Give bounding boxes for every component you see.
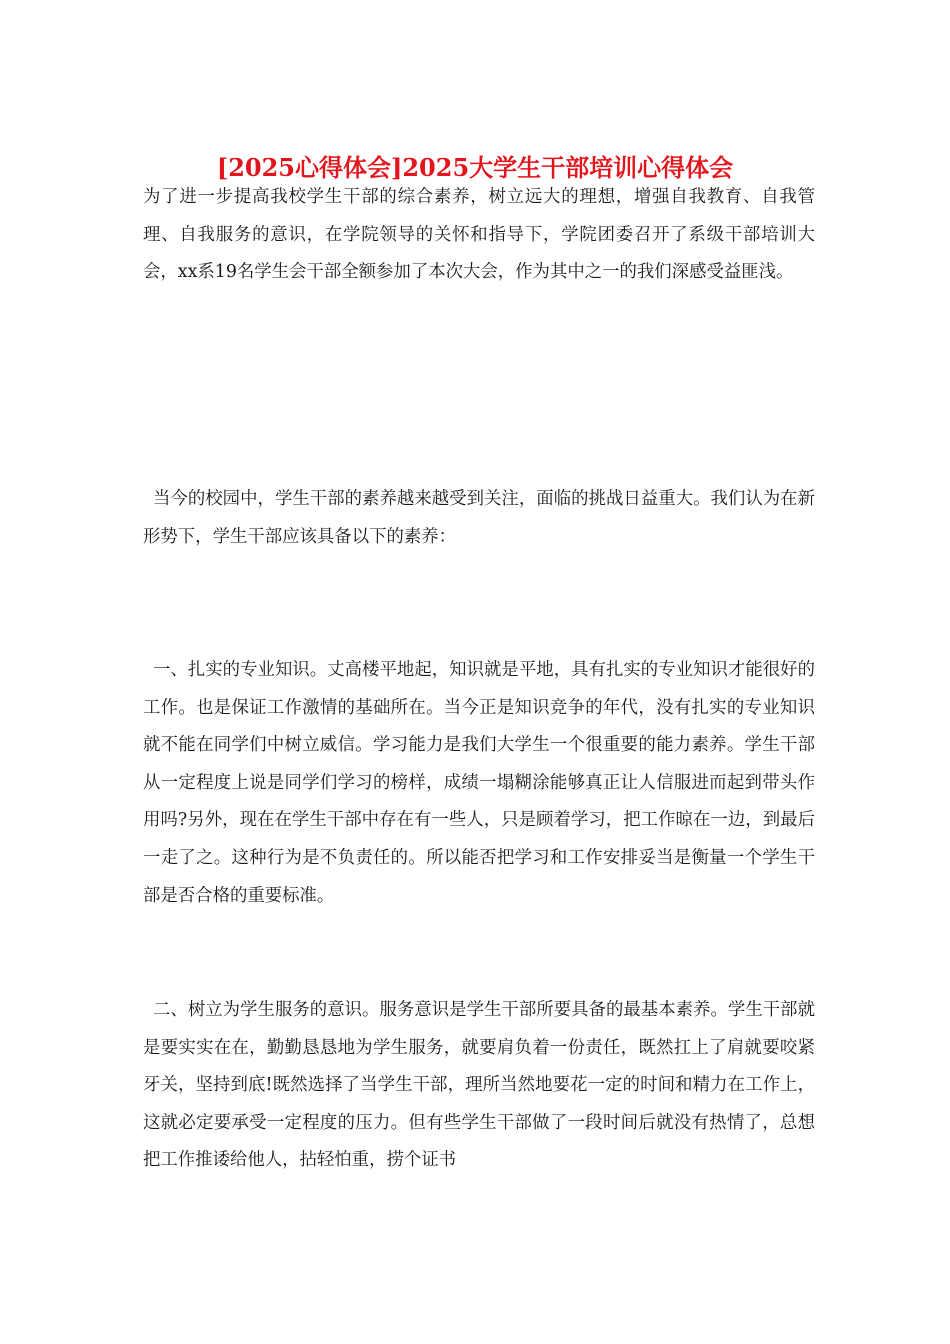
paragraph-qualities-intro: 当今的校园中，学生干部的素养越来越受到关注，面临的挑战日益重大。我们认为在新形势下，学生干部应该具备以下的素养： [143, 489, 815, 547]
paragraph-point-two: 二、树立为学生服务的意识。服务意识是学生干部所要具备的最基本素养。学生干部就是要实实在在，勤勤恳恳地为学生服务，就要肩负着一份责任，既然扛上了肩就要咬紧牙关，坚持到底!既然选择了当学生干部，理所当然地要花一定的时间和精力在工作上，这就必定要承受一定程度的压力。但有些学生干部做了一段时间后就没有热情了，总想把工作推诿给他人，拈轻怕重，捞个证书 [143, 1000, 815, 1171]
document-title: [2025心得体会]2025大学生干部培训心得体会 [216, 153, 734, 182]
paragraph-intro: 为了进一步提高我校学生干部的综合素养，树立远大的理想，增强自我教育、自我管理、自我服务的意识，在学院领导的关怀和指导下，学院团委召开了系级干部培训大会，xx系19名学生会干部全额参加了本次大会，作为其中之一的我们深感受益匪浅。 [143, 187, 815, 283]
paragraph-point-one: 一、扎实的专业知识。丈高楼平地起，知识就是平地，具有扎实的专业知识才能很好的工作。也是保证工作激情的基础所在。当今正是知识竞争的年代，没有扎实的专业知识就不能在同学们中树立威信。学习能力是我们大学生一个很重要的能力素养。学生干部从一定程度上说是同学们学习的榜样，成绩一塌糊涂能够真正让人信服进而起到带头作用吗?另外，现在在学生干部中存在有一些人，只是顾着学习，把工作晾在一边，到最后一走了之。这种行为是不负责任的。所以能否把学习和工作安排妥当是衡量一个学生干部是否合格的重要标准。 [143, 660, 815, 906]
